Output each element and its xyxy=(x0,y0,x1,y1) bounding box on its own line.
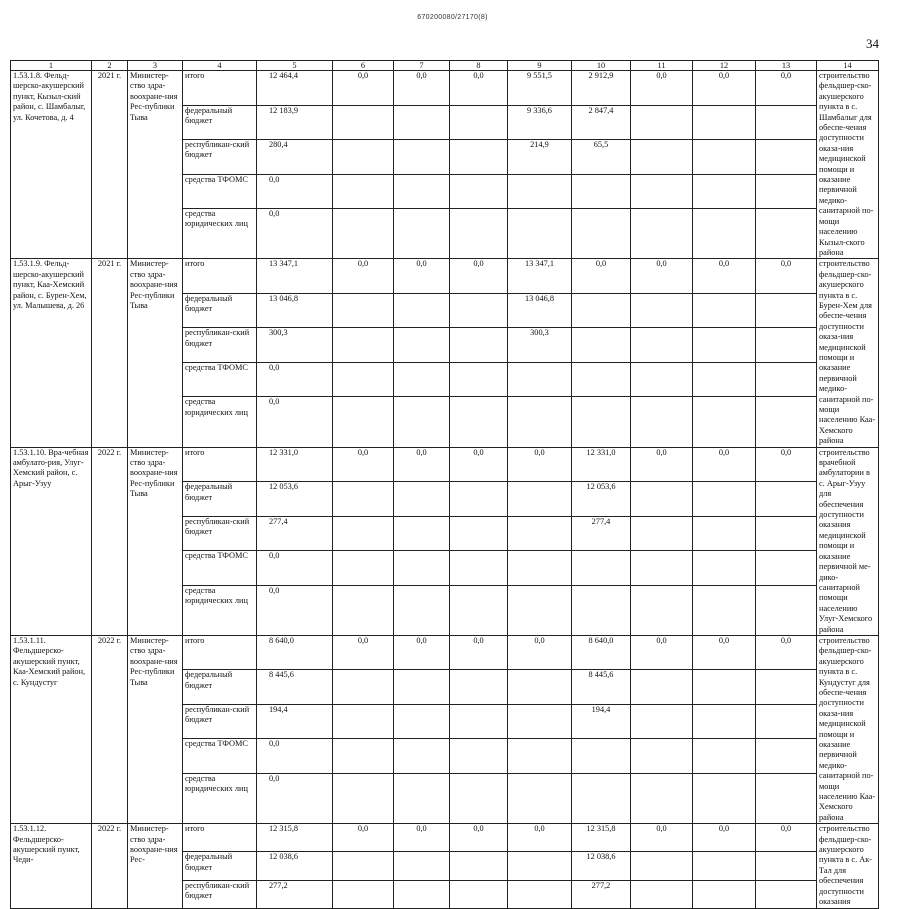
amount-cell: 0,0 xyxy=(756,447,817,482)
amount-cell xyxy=(450,482,508,517)
total-amount-cell: 0,0 xyxy=(257,551,333,586)
funding-source-cell: итого xyxy=(183,635,257,670)
amount-cell xyxy=(508,739,572,774)
amount-cell xyxy=(450,105,508,140)
total-amount-cell: 13 046,8 xyxy=(257,293,333,328)
amount-cell xyxy=(394,516,450,551)
total-amount-cell: 300,3 xyxy=(257,328,333,363)
amount-cell: 0,0 xyxy=(394,447,450,482)
table-row xyxy=(11,259,879,294)
amount-cell xyxy=(693,482,756,517)
amount-cell xyxy=(756,704,817,739)
funding-source-cell: республикан-ский бюджет xyxy=(183,516,257,551)
total-amount-cell: 12 315,8 xyxy=(257,824,333,852)
amount-cell xyxy=(333,293,394,328)
amount-cell: 194,4 xyxy=(572,704,631,739)
amount-cell xyxy=(333,852,394,880)
year-cell: 2021 г. xyxy=(92,259,128,447)
amount-cell: 12 315,8 xyxy=(572,824,631,852)
amount-cell xyxy=(450,739,508,774)
object-name-cell: 1.53.1.9. Фельд-шерско-акушерский пункт, Каа-Хемский район, с. Бурен-Хем, ул. Малышева, д. 26 xyxy=(11,259,92,447)
amount-cell: 0,0 xyxy=(631,71,693,106)
amount-cell xyxy=(631,293,693,328)
column-number: 3 xyxy=(128,61,183,71)
funding-source-cell: федеральный бюджет xyxy=(183,482,257,517)
amount-cell: 9 336,6 xyxy=(508,105,572,140)
amount-cell: 65,5 xyxy=(572,140,631,175)
amount-cell xyxy=(508,852,572,880)
amount-cell xyxy=(333,704,394,739)
amount-cell: 8 445,6 xyxy=(572,670,631,705)
table-row xyxy=(11,447,879,482)
amount-cell: 0,0 xyxy=(333,71,394,106)
total-amount-cell: 12 183,9 xyxy=(257,105,333,140)
amount-cell xyxy=(333,362,394,397)
total-amount-cell: 0,0 xyxy=(257,397,333,447)
amount-cell xyxy=(333,516,394,551)
expected-result-cell: строительство фельдшер-ско-акушерского пункта в с. Кундустуг для обеспе-чения доступности оказа-ния медицинской помощи и оказание первичной медико-санитарной по-мощи населению Каа-Хемского района xyxy=(817,635,879,823)
amount-cell xyxy=(450,585,508,635)
amount-cell xyxy=(631,670,693,705)
amount-cell xyxy=(450,397,508,447)
amount-cell xyxy=(333,328,394,363)
amount-cell: 300,3 xyxy=(508,328,572,363)
table-row xyxy=(11,635,879,670)
amount-cell xyxy=(450,880,508,908)
amount-cell xyxy=(693,140,756,175)
amount-cell xyxy=(756,362,817,397)
amount-cell: 0,0 xyxy=(394,824,450,852)
amount-cell xyxy=(394,670,450,705)
amount-cell xyxy=(333,397,394,447)
column-number: 12 xyxy=(693,61,756,71)
expected-result-cell: строительство фельдшер-ско-акушерского пункта в с. Шамбалыг для обеспе-чения доступности оказа-ния медицинской помощи и оказание первичной медико-санитарной по-мощи населению Кызыл-ского района xyxy=(817,71,879,259)
object-name-cell: 1.53.1.12. Фельдшерско-акушерский пункт, Чеди- xyxy=(11,824,92,908)
amount-cell xyxy=(631,174,693,209)
amount-cell: 277,2 xyxy=(572,880,631,908)
amount-cell: 0,0 xyxy=(693,635,756,670)
amount-cell xyxy=(333,739,394,774)
amount-cell: 0,0 xyxy=(394,635,450,670)
year-cell: 2021 г. xyxy=(92,71,128,259)
amount-cell xyxy=(693,670,756,705)
object-name-cell: 1.53.1.11. Фельдшерско-акушерский пункт, Каа-Хемский район, с. Кундустуг xyxy=(11,635,92,823)
total-amount-cell: 0,0 xyxy=(257,174,333,209)
amount-cell xyxy=(631,209,693,259)
amount-cell xyxy=(631,739,693,774)
amount-cell xyxy=(756,585,817,635)
amount-cell xyxy=(756,880,817,908)
executor-cell: Министер-ство здра-воохране-ния Рес-публики Тыва xyxy=(128,447,183,635)
amount-cell: 0,0 xyxy=(693,71,756,106)
funding-source-cell: средства юридических лиц xyxy=(183,397,257,447)
amount-cell xyxy=(508,516,572,551)
funding-source-cell: итого xyxy=(183,71,257,106)
amount-cell: 0,0 xyxy=(450,447,508,482)
amount-cell: 0,0 xyxy=(450,824,508,852)
funding-source-cell: средства юридических лиц xyxy=(183,774,257,824)
total-amount-cell: 8 445,6 xyxy=(257,670,333,705)
amount-cell xyxy=(450,293,508,328)
amount-cell xyxy=(756,174,817,209)
amount-cell xyxy=(693,880,756,908)
amount-cell xyxy=(508,774,572,824)
table-row xyxy=(11,71,879,106)
object-name-cell: 1.53.1.10. Вра-чебная амбулато-рия, Улуг-Хемский район, с. Арыг-Узуу xyxy=(11,447,92,635)
funding-source-cell: средства ТФОМС xyxy=(183,362,257,397)
expected-result-cell: строительство врачебной амбулатории в с. Арыг-Узуу для обеспечения доступности оказания медицинской помощи и оказание первичной ме-дико-санитарной помощи населению Улуг-Хемского района xyxy=(817,447,879,635)
amount-cell xyxy=(572,397,631,447)
funding-source-cell: средства ТФОМС xyxy=(183,174,257,209)
amount-cell xyxy=(756,670,817,705)
amount-cell: 0,0 xyxy=(693,447,756,482)
amount-cell: 0,0 xyxy=(394,71,450,106)
amount-cell xyxy=(631,704,693,739)
expected-result-cell: строительство фельдшер-ско-акушерского пункта в с. Ак-Тал для обеспечения доступности оказания xyxy=(817,824,879,908)
amount-cell xyxy=(572,174,631,209)
column-number: 13 xyxy=(756,61,817,71)
amount-cell: 12 053,6 xyxy=(572,482,631,517)
amount-cell: 0,0 xyxy=(333,259,394,294)
amount-cell xyxy=(693,328,756,363)
amount-cell xyxy=(756,140,817,175)
page-number: 34 xyxy=(866,36,879,51)
amount-cell xyxy=(693,585,756,635)
amount-cell: 0,0 xyxy=(756,71,817,106)
amount-cell xyxy=(572,774,631,824)
amount-cell xyxy=(333,140,394,175)
amount-cell xyxy=(333,880,394,908)
total-amount-cell: 0,0 xyxy=(257,362,333,397)
amount-cell: 8 640,0 xyxy=(572,635,631,670)
amount-cell xyxy=(693,516,756,551)
amount-cell xyxy=(631,585,693,635)
funding-source-cell: итого xyxy=(183,824,257,852)
executor-cell: Министер-ство здра-воохране-ния Рес- xyxy=(128,824,183,908)
total-amount-cell: 12 038,6 xyxy=(257,852,333,880)
amount-cell xyxy=(508,670,572,705)
amount-cell xyxy=(450,670,508,705)
amount-cell: 0,0 xyxy=(756,259,817,294)
column-number: 11 xyxy=(631,61,693,71)
funding-source-cell: федеральный бюджет xyxy=(183,670,257,705)
amount-cell: 0,0 xyxy=(508,447,572,482)
total-amount-cell: 8 640,0 xyxy=(257,635,333,670)
amount-cell xyxy=(394,551,450,586)
funding-source-cell: средства ТФОМС xyxy=(183,739,257,774)
total-amount-cell: 0,0 xyxy=(257,739,333,774)
amount-cell: 0,0 xyxy=(631,447,693,482)
amount-cell xyxy=(756,852,817,880)
amount-cell xyxy=(394,105,450,140)
amount-cell xyxy=(508,174,572,209)
amount-cell xyxy=(394,852,450,880)
amount-cell: 0,0 xyxy=(450,259,508,294)
amount-cell xyxy=(333,174,394,209)
funding-source-cell: итого xyxy=(183,447,257,482)
column-number: 8 xyxy=(450,61,508,71)
amount-cell xyxy=(693,551,756,586)
amount-cell xyxy=(450,174,508,209)
amount-cell xyxy=(333,774,394,824)
total-amount-cell: 0,0 xyxy=(257,209,333,259)
amount-cell xyxy=(333,585,394,635)
funding-source-cell: средства ТФОМС xyxy=(183,551,257,586)
amount-cell: 2 847,4 xyxy=(572,105,631,140)
total-amount-cell: 0,0 xyxy=(257,774,333,824)
year-cell: 2022 г. xyxy=(92,635,128,823)
amount-cell xyxy=(693,852,756,880)
amount-cell xyxy=(394,140,450,175)
amount-cell xyxy=(631,774,693,824)
amount-cell xyxy=(631,482,693,517)
amount-cell: 0,0 xyxy=(631,259,693,294)
total-amount-cell: 12 331,0 xyxy=(257,447,333,482)
column-number: 5 xyxy=(257,61,333,71)
amount-cell: 0,0 xyxy=(508,824,572,852)
amount-cell xyxy=(333,209,394,259)
amount-cell xyxy=(394,774,450,824)
amount-cell xyxy=(572,362,631,397)
table-row xyxy=(11,824,879,852)
amount-cell xyxy=(756,774,817,824)
amount-cell xyxy=(756,516,817,551)
amount-cell: 0,0 xyxy=(333,447,394,482)
funding-source-cell: средства юридических лиц xyxy=(183,209,257,259)
total-amount-cell: 277,2 xyxy=(257,880,333,908)
amount-cell xyxy=(333,670,394,705)
funding-source-cell: федеральный бюджет xyxy=(183,293,257,328)
total-amount-cell: 12 053,6 xyxy=(257,482,333,517)
amount-cell xyxy=(631,852,693,880)
amount-cell xyxy=(508,482,572,517)
executor-cell: Министер-ство здра-воохране-ния Рес-публики Тыва xyxy=(128,71,183,259)
amount-cell xyxy=(508,704,572,739)
amount-cell xyxy=(333,551,394,586)
column-number: 2 xyxy=(92,61,128,71)
total-amount-cell: 194,4 xyxy=(257,704,333,739)
amount-cell xyxy=(756,739,817,774)
amount-cell xyxy=(394,482,450,517)
amount-cell xyxy=(394,704,450,739)
amount-cell xyxy=(508,362,572,397)
column-number: 1 xyxy=(11,61,92,71)
amount-cell: 0,0 xyxy=(508,635,572,670)
total-amount-cell: 280,4 xyxy=(257,140,333,175)
budget-table xyxy=(10,60,879,909)
expected-result-cell: строительство фельдшер-ско-акушерского пункта в с. Бурен-Хем для обеспе-чения доступности оказа-ния медицинской помощи и оказание первичной медико-санитарной по-мощи населению Каа-Хемского района xyxy=(817,259,879,447)
amount-cell xyxy=(572,328,631,363)
amount-cell: 0,0 xyxy=(631,824,693,852)
amount-cell: 13 347,1 xyxy=(508,259,572,294)
amount-cell xyxy=(394,293,450,328)
column-number: 14 xyxy=(817,61,879,71)
amount-cell xyxy=(450,362,508,397)
funding-source-cell: итого xyxy=(183,259,257,294)
amount-cell xyxy=(756,209,817,259)
amount-cell xyxy=(333,482,394,517)
amount-cell xyxy=(450,852,508,880)
column-number: 9 xyxy=(508,61,572,71)
amount-cell xyxy=(631,397,693,447)
amount-cell: 9 551,5 xyxy=(508,71,572,106)
amount-cell xyxy=(394,209,450,259)
amount-cell xyxy=(450,328,508,363)
amount-cell: 0,0 xyxy=(631,635,693,670)
amount-cell xyxy=(693,362,756,397)
object-name-cell: 1.53.1.8. Фельд-шерско-акушерский пункт, Кызыл-ский район, с. Шамбалыг, ул. Кочетова, д. 4 xyxy=(11,71,92,259)
amount-cell: 0,0 xyxy=(394,259,450,294)
amount-cell xyxy=(693,209,756,259)
amount-cell xyxy=(693,739,756,774)
amount-cell xyxy=(450,140,508,175)
executor-cell: Министер-ство здра-воохране-ния Рес-публики Тыва xyxy=(128,259,183,447)
amount-cell xyxy=(693,174,756,209)
total-amount-cell: 13 347,1 xyxy=(257,259,333,294)
amount-cell xyxy=(693,774,756,824)
funding-source-cell: республикан-ский бюджет xyxy=(183,140,257,175)
amount-cell: 0,0 xyxy=(450,635,508,670)
column-number-row xyxy=(11,61,879,71)
amount-cell xyxy=(394,328,450,363)
amount-cell xyxy=(450,209,508,259)
amount-cell xyxy=(394,585,450,635)
amount-cell: 214,9 xyxy=(508,140,572,175)
amount-cell xyxy=(693,704,756,739)
total-amount-cell: 0,0 xyxy=(257,585,333,635)
amount-cell xyxy=(394,174,450,209)
amount-cell: 0,0 xyxy=(572,259,631,294)
column-number: 10 xyxy=(572,61,631,71)
amount-cell xyxy=(572,293,631,328)
total-amount-cell: 12 464,4 xyxy=(257,71,333,106)
funding-source-cell: средства юридических лиц xyxy=(183,585,257,635)
amount-cell xyxy=(394,397,450,447)
amount-cell: 0,0 xyxy=(756,824,817,852)
total-amount-cell: 277,4 xyxy=(257,516,333,551)
amount-cell xyxy=(572,209,631,259)
amount-cell xyxy=(572,739,631,774)
amount-cell xyxy=(394,880,450,908)
amount-cell xyxy=(693,293,756,328)
amount-cell xyxy=(333,105,394,140)
amount-cell xyxy=(508,585,572,635)
document-code: 670200080/27170(8) xyxy=(417,14,488,21)
amount-cell: 2 912,9 xyxy=(572,71,631,106)
amount-cell xyxy=(450,774,508,824)
amount-cell xyxy=(572,585,631,635)
amount-cell xyxy=(572,551,631,586)
amount-cell: 277,4 xyxy=(572,516,631,551)
amount-cell xyxy=(508,551,572,586)
amount-cell xyxy=(631,328,693,363)
amount-cell xyxy=(756,105,817,140)
amount-cell xyxy=(631,516,693,551)
amount-cell xyxy=(508,209,572,259)
amount-cell xyxy=(693,105,756,140)
amount-cell: 0,0 xyxy=(693,824,756,852)
amount-cell xyxy=(508,397,572,447)
amount-cell xyxy=(693,397,756,447)
amount-cell xyxy=(450,551,508,586)
amount-cell xyxy=(631,140,693,175)
amount-cell xyxy=(394,362,450,397)
amount-cell xyxy=(394,739,450,774)
year-cell: 2022 г. xyxy=(92,447,128,635)
amount-cell xyxy=(756,293,817,328)
funding-source-cell: республикан-ский бюджет xyxy=(183,880,257,908)
amount-cell xyxy=(450,704,508,739)
funding-source-cell: республикан-ский бюджет xyxy=(183,704,257,739)
amount-cell: 12 038,6 xyxy=(572,852,631,880)
funding-source-cell: федеральный бюджет xyxy=(183,105,257,140)
amount-cell xyxy=(631,551,693,586)
amount-cell: 12 331,0 xyxy=(572,447,631,482)
amount-cell xyxy=(631,105,693,140)
amount-cell xyxy=(756,397,817,447)
funding-source-cell: федеральный бюджет xyxy=(183,852,257,880)
amount-cell xyxy=(631,362,693,397)
amount-cell: 0,0 xyxy=(756,635,817,670)
column-number: 6 xyxy=(333,61,394,71)
table-body xyxy=(11,61,879,909)
amount-cell: 0,0 xyxy=(333,635,394,670)
year-cell: 2022 г. xyxy=(92,824,128,908)
amount-cell: 0,0 xyxy=(450,71,508,106)
amount-cell xyxy=(631,880,693,908)
amount-cell xyxy=(756,482,817,517)
column-number: 7 xyxy=(394,61,450,71)
funding-source-cell: республикан-ский бюджет xyxy=(183,328,257,363)
amount-cell: 13 046,8 xyxy=(508,293,572,328)
amount-cell xyxy=(756,551,817,586)
amount-cell: 0,0 xyxy=(693,259,756,294)
column-number: 4 xyxy=(183,61,257,71)
amount-cell xyxy=(450,516,508,551)
amount-cell xyxy=(756,328,817,363)
executor-cell: Министер-ство здра-воохране-ния Рес-публики Тыва xyxy=(128,635,183,823)
amount-cell: 0,0 xyxy=(333,824,394,852)
amount-cell xyxy=(508,880,572,908)
